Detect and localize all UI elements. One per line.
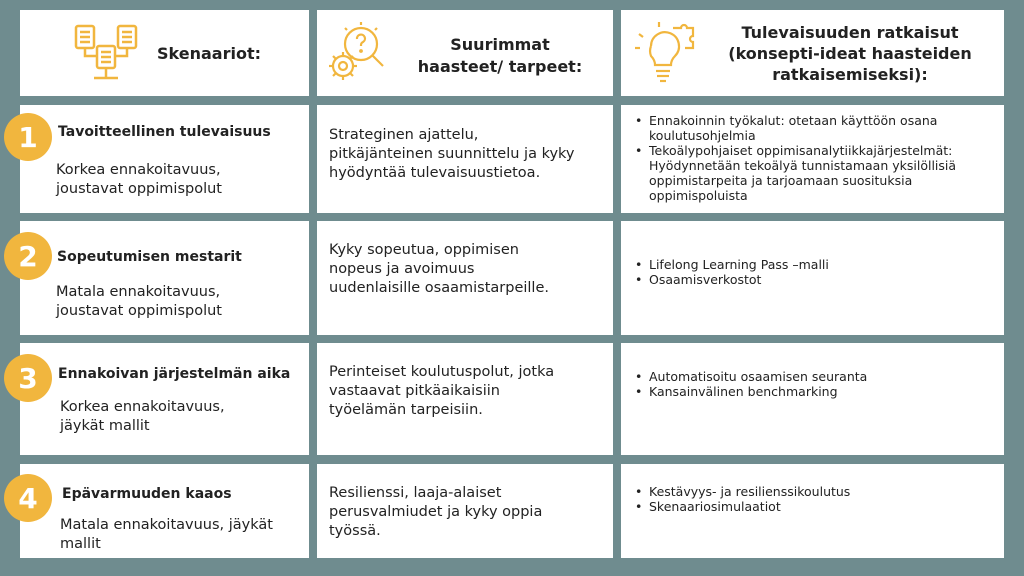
solution-line: • Tekoälypohjaiset oppimisanalytiikkajärjestelmät: bbox=[649, 143, 953, 158]
header-solutions bbox=[621, 10, 1004, 96]
scenario-description-line: Korkea ennakoitavuus, bbox=[56, 162, 221, 178]
challenge-cell-4 bbox=[317, 464, 613, 558]
scenario-description-line: Matala ennakoitavuus, bbox=[56, 284, 221, 300]
solutions-list bbox=[633, 484, 996, 514]
scenario-title: Epävarmuuden kaaos bbox=[62, 486, 232, 502]
challenge-text bbox=[329, 484, 603, 541]
solution-line: • Lifelong Learning Pass –malli bbox=[649, 257, 829, 272]
list-item bbox=[649, 369, 996, 384]
header-challenges-title bbox=[395, 34, 605, 78]
challenge-line: vastaavat pitkäaikaisiin bbox=[329, 383, 500, 399]
challenge-line: Kyky sopeutua, oppimisen bbox=[329, 242, 519, 258]
list-item bbox=[649, 272, 996, 287]
list-item bbox=[649, 384, 996, 399]
solutions-cell-3 bbox=[621, 343, 1004, 455]
solution-line: oppimispoluista bbox=[649, 188, 748, 203]
challenge-line: Strateginen ajattelu, bbox=[329, 127, 479, 143]
solution-line: koulutusohjelmia bbox=[649, 128, 756, 143]
header-scenarios-title: Skenaariot: bbox=[157, 44, 261, 63]
scenario-title: Ennakoivan järjestelmän aika bbox=[58, 366, 291, 382]
challenge-line: työelämän tarpeisiin. bbox=[329, 402, 483, 418]
header-solutions-title bbox=[705, 22, 995, 85]
scenario-description-line: joustavat oppimispolut bbox=[56, 181, 222, 197]
list-item bbox=[649, 143, 996, 203]
challenge-cell-2 bbox=[317, 221, 613, 335]
scenario-description-line: mallit bbox=[60, 536, 101, 552]
solution-line: oppimistarpeita ja tarjoamaan suosituksia bbox=[649, 173, 913, 188]
header-challenges-line: haasteet/ tarpeet: bbox=[417, 57, 583, 76]
scenario-cell-2 bbox=[20, 221, 309, 335]
scenario-cell-1 bbox=[20, 105, 309, 213]
scenario-description bbox=[60, 398, 225, 436]
solution-line: • Kestävyys- ja resilienssikoulutus bbox=[649, 484, 851, 499]
challenge-line: työssä. bbox=[329, 523, 381, 539]
gear-question-icon bbox=[321, 18, 393, 90]
document-tree-icon bbox=[72, 20, 142, 90]
challenge-line: Resilienssi, laaja-alaiset bbox=[329, 485, 502, 501]
solutions-cell-2 bbox=[621, 221, 1004, 335]
scenario-number-badge: 1 bbox=[4, 113, 52, 161]
header-solutions-line: (konsepti-ideat haasteiden bbox=[728, 44, 972, 63]
scenario-description-line: Korkea ennakoitavuus, bbox=[60, 399, 225, 415]
scenario-title: Sopeutumisen mestarit bbox=[57, 249, 242, 265]
header-solutions-line: ratkaisemiseksi): bbox=[772, 65, 928, 84]
list-item bbox=[649, 113, 996, 143]
scenario-cell-3 bbox=[20, 343, 309, 455]
solutions-list bbox=[633, 113, 996, 203]
challenge-text bbox=[329, 241, 603, 298]
challenge-line: perusvalmiudet ja kyky oppia bbox=[329, 504, 543, 520]
challenge-line: hyödyntää tulevaisuustietoa. bbox=[329, 165, 541, 181]
scenario-number-badge: 2 bbox=[4, 232, 52, 280]
solution-line: • Skenaariosimulaatiot bbox=[649, 499, 781, 514]
list-item bbox=[649, 499, 996, 514]
solutions-cell-4 bbox=[621, 464, 1004, 558]
header-scenarios bbox=[20, 10, 309, 96]
scenario-description-line: jäykät mallit bbox=[60, 418, 150, 434]
solution-line: • Kansainvälinen benchmarking bbox=[649, 384, 838, 399]
solution-line: • Osaamisverkostot bbox=[649, 272, 762, 287]
solutions-cell-1 bbox=[621, 105, 1004, 213]
scenario-description bbox=[60, 516, 273, 554]
lightbulb-puzzle-icon bbox=[629, 16, 699, 90]
header-challenges bbox=[317, 10, 613, 96]
challenge-line: Perinteiset koulutuspolut, jotka bbox=[329, 364, 555, 380]
scenario-number-badge: 4 bbox=[4, 474, 52, 522]
scenario-description bbox=[56, 161, 222, 199]
scenario-description bbox=[56, 283, 222, 321]
solution-line: Hyödynnetään tekoälyä tunnistamaan yksilöllisiä bbox=[649, 158, 957, 173]
scenario-title: Tavoitteellinen tulevaisuus bbox=[58, 124, 271, 140]
challenge-line: nopeus ja avoimuus bbox=[329, 261, 475, 277]
scenario-number-badge: 3 bbox=[4, 354, 52, 402]
challenge-text bbox=[329, 363, 603, 420]
header-solutions-line: Tulevaisuuden ratkaisut bbox=[741, 23, 959, 42]
list-item bbox=[649, 257, 996, 272]
solution-line: • Ennakoinnin työkalut: otetaan käyttöön osana bbox=[649, 113, 938, 128]
scenario-cell-4 bbox=[20, 464, 309, 558]
solutions-list bbox=[633, 257, 996, 287]
challenge-line: pitkäjänteinen suunnittelu ja kyky bbox=[329, 146, 575, 162]
list-item bbox=[649, 484, 996, 499]
solutions-list bbox=[633, 369, 996, 399]
solution-line: • Automatisoitu osaamisen seuranta bbox=[649, 369, 868, 384]
challenge-text bbox=[329, 126, 603, 183]
challenge-cell-1 bbox=[317, 105, 613, 213]
scenario-description-line: joustavat oppimispolut bbox=[56, 303, 222, 319]
header-challenges-line: Suurimmat bbox=[450, 35, 550, 54]
challenge-line: uudenlaisille osaamistarpeille. bbox=[329, 280, 549, 296]
scenario-description-line: Matala ennakoitavuus, jäykät bbox=[60, 517, 273, 533]
challenge-cell-3 bbox=[317, 343, 613, 455]
